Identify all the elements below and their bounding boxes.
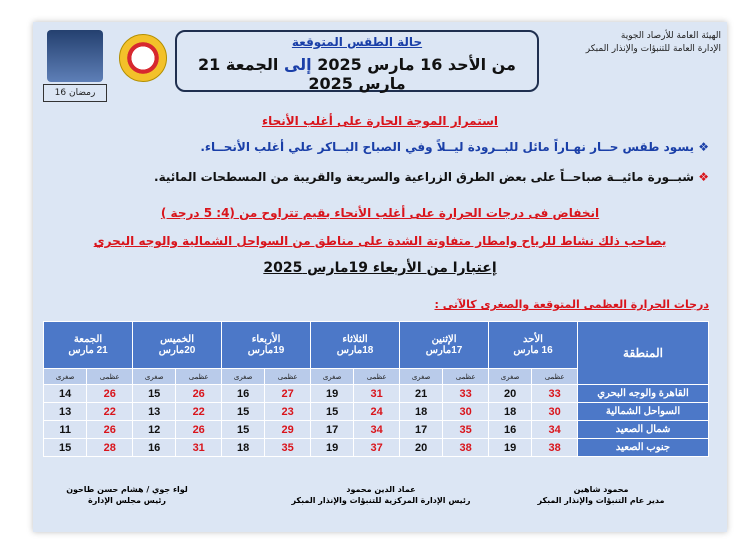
max-temp-cell: 33 xyxy=(532,385,578,403)
day-header: الأحد 16 مارس xyxy=(489,322,578,369)
max-label: عظمى xyxy=(443,369,489,385)
temperature-table xyxy=(43,321,709,457)
forecast-card xyxy=(33,22,727,532)
day-header: الجمعة 21 مارس xyxy=(44,322,133,369)
signature-3 xyxy=(47,484,207,506)
title-to-word: إلى xyxy=(283,55,312,74)
min-label: صغرى xyxy=(489,369,532,385)
headline-heatwave: استمرار الموجة الحارة على أغلب الأنحاء xyxy=(261,114,499,128)
min-temp-cell: 16 xyxy=(489,421,532,439)
min-temp-cell: 11 xyxy=(44,421,87,439)
day-header: الأربعاء 19مارس xyxy=(222,322,311,369)
ema-logo-icon xyxy=(119,34,167,82)
min-temp-cell: 16 xyxy=(222,385,265,403)
max-temp-cell: 26 xyxy=(176,421,222,439)
signature-title: رئيس مجلس الإدارة xyxy=(88,496,166,505)
signature-name: عماد الدين محمود xyxy=(346,485,416,494)
bullet-fog xyxy=(154,170,709,184)
region-header: المنطقة xyxy=(578,322,709,385)
min-temp-cell: 15 xyxy=(133,385,176,403)
max-temp-cell: 30 xyxy=(443,403,489,421)
max-temp-cell: 26 xyxy=(176,385,222,403)
bullet-weather xyxy=(200,140,709,154)
min-label: صغرى xyxy=(222,369,265,385)
organization-header xyxy=(521,30,721,56)
table-row xyxy=(44,403,709,421)
min-temp-cell: 18 xyxy=(489,403,532,421)
min-temp-cell: 13 xyxy=(133,403,176,421)
title-top: حالة الطقس المتوقعة xyxy=(291,35,423,49)
max-temp-cell: 30 xyxy=(532,403,578,421)
max-temp-cell: 38 xyxy=(443,439,489,457)
signature-1 xyxy=(501,484,701,506)
signature-name: لواء جوي / هشام حسن طاحون xyxy=(66,485,188,494)
min-label: صغرى xyxy=(311,369,354,385)
title-main xyxy=(177,55,537,93)
table-title: درجات الحرارة العظمى المتوقعة والصغرى كالآتى : xyxy=(434,298,709,311)
max-temp-cell: 38 xyxy=(532,439,578,457)
min-temp-cell: 17 xyxy=(400,421,443,439)
region-cell: السواحل الشمالية xyxy=(578,403,709,421)
max-temp-cell: 26 xyxy=(87,385,133,403)
signature-title: رئيس الإدارة المركزية للتنبؤات والإنذار المبكر xyxy=(291,496,471,505)
headline-winds-rain: يصاحب ذلك نشاط للرياح وامطار متفاوتة الشدة على مناطق من السواحل الشمالية والوجه البحري xyxy=(93,234,667,248)
org-line-1: الهيئة العامة للأرصاد الجوية xyxy=(620,31,721,41)
min-label: صغرى xyxy=(44,369,87,385)
min-temp-cell: 15 xyxy=(222,421,265,439)
min-temp-cell: 18 xyxy=(222,439,265,457)
max-label: عظمى xyxy=(265,369,311,385)
min-temp-cell: 18 xyxy=(400,403,443,421)
max-temp-cell: 34 xyxy=(354,421,400,439)
max-label: عظمى xyxy=(354,369,400,385)
max-temp-cell: 34 xyxy=(532,421,578,439)
min-temp-cell: 16 xyxy=(133,439,176,457)
region-cell: القاهرة والوجه البحري xyxy=(578,385,709,403)
min-temp-cell: 15 xyxy=(44,439,87,457)
table-body xyxy=(44,385,709,457)
max-temp-cell: 35 xyxy=(443,421,489,439)
min-temp-cell: 20 xyxy=(400,439,443,457)
min-temp-cell: 19 xyxy=(489,439,532,457)
min-temp-cell: 17 xyxy=(311,421,354,439)
ramadan-date-badge: 16 رمضان xyxy=(43,84,107,102)
max-temp-cell: 24 xyxy=(354,403,400,421)
max-temp-cell: 22 xyxy=(176,403,222,421)
signature-2 xyxy=(261,484,501,506)
day-header: الثلاثاء 18مارس xyxy=(311,322,400,369)
headline-temperature-drop: انخفاض فى درجات الحرارة على أغلب الأنحاء بقيم تتراوح من (4: 5 درجة ) xyxy=(160,206,600,220)
max-label: عظمى xyxy=(532,369,578,385)
table-row xyxy=(44,385,709,403)
table-header-row xyxy=(44,322,709,369)
min-temp-cell: 12 xyxy=(133,421,176,439)
title-from: من الأحد 16 مارس 2025 xyxy=(317,55,516,74)
min-temp-cell: 21 xyxy=(400,385,443,403)
max-temp-cell: 31 xyxy=(354,385,400,403)
min-label: صغرى xyxy=(133,369,176,385)
max-temp-cell: 23 xyxy=(265,403,311,421)
title-box xyxy=(175,30,539,92)
max-temp-cell: 33 xyxy=(443,385,489,403)
signature-name: محمود شاهين xyxy=(573,485,629,494)
day-header: الخميس 20مارس xyxy=(133,322,222,369)
min-temp-cell: 13 xyxy=(44,403,87,421)
signature-title: مدير عام التنبؤات والإنذار المبكر xyxy=(537,496,665,505)
region-cell: شمال الصعيد xyxy=(578,421,709,439)
min-temp-cell: 15 xyxy=(222,403,265,421)
min-temp-cell: 19 xyxy=(311,439,354,457)
max-temp-cell: 28 xyxy=(87,439,133,457)
max-temp-cell: 26 xyxy=(87,421,133,439)
min-temp-cell: 15 xyxy=(311,403,354,421)
day-header: الإثنين 17مارس xyxy=(400,322,489,369)
bullet-icon: ❖ xyxy=(698,140,709,154)
bullet-fog-text: شبــورة مائيــة صباحــاً على بعض الطرق الزراعية والسريعة والقريبة من المسطحات المائية. xyxy=(154,170,695,184)
max-label: عظمى xyxy=(176,369,222,385)
table-row xyxy=(44,439,709,457)
max-temp-cell: 29 xyxy=(265,421,311,439)
bullet-weather-text: يسود طقس حــار نهـاراً مائل للبــرودة ليــلاً وفي الصباح البــاكر علي أغلب الأنحــاء. xyxy=(200,140,695,154)
ramadan-lantern-image xyxy=(47,30,103,82)
max-temp-cell: 22 xyxy=(87,403,133,421)
max-temp-cell: 31 xyxy=(176,439,222,457)
org-line-2: الإدارة العامة للتنبؤات والإنذار المبكر xyxy=(585,44,721,54)
min-label: صغرى xyxy=(400,369,443,385)
table-row xyxy=(44,421,709,439)
headline-effective-date: إعتبارا من الأربعاء 19مارس 2025 xyxy=(263,260,497,276)
max-temp-cell: 27 xyxy=(265,385,311,403)
region-cell: جنوب الصعيد xyxy=(578,439,709,457)
min-temp-cell: 20 xyxy=(489,385,532,403)
title-to: الجمعة 21 مارس 2025 xyxy=(198,55,406,93)
max-temp-cell: 35 xyxy=(265,439,311,457)
bullet-icon: ❖ xyxy=(698,170,709,184)
max-label: عظمى xyxy=(87,369,133,385)
max-temp-cell: 37 xyxy=(354,439,400,457)
min-temp-cell: 19 xyxy=(311,385,354,403)
min-temp-cell: 14 xyxy=(44,385,87,403)
